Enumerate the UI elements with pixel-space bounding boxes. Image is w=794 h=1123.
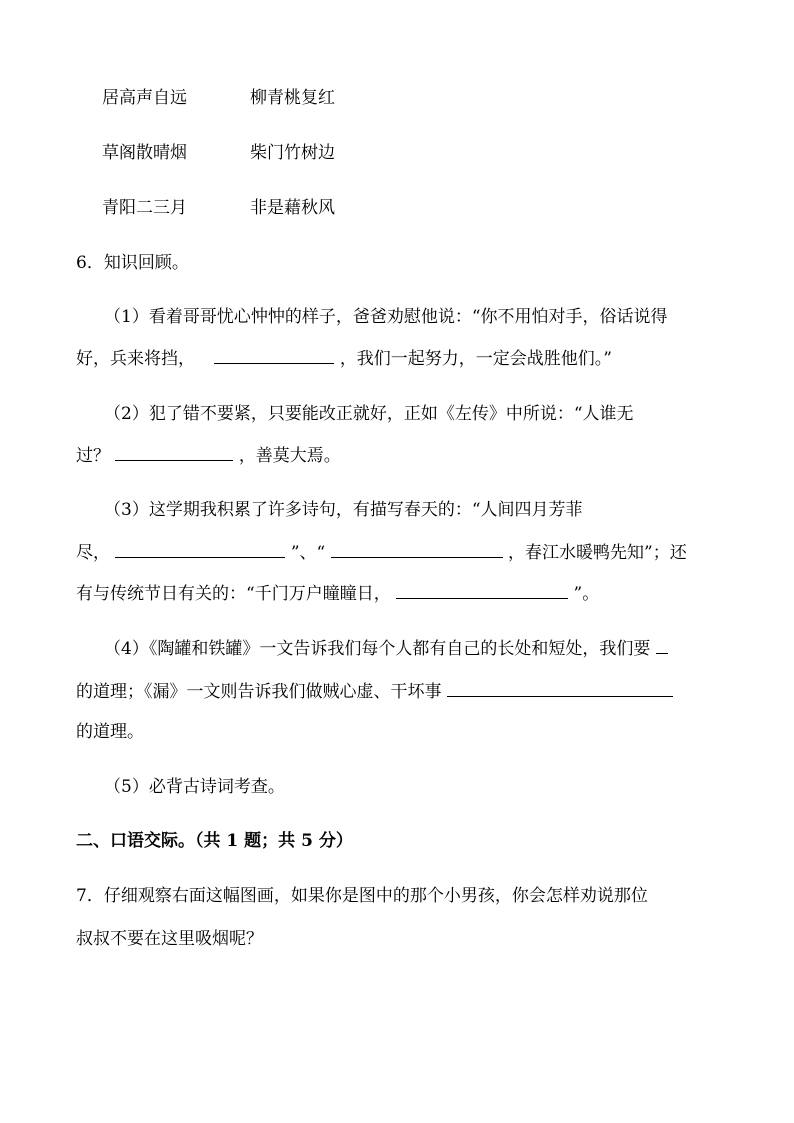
q6-part4-line3: 的道理。 bbox=[76, 722, 144, 742]
q6-part4-line2 bbox=[76, 679, 673, 704]
q6-part2-line2 bbox=[76, 443, 341, 468]
q6-part3-line2 bbox=[76, 540, 687, 565]
pair-1-left: 居高声自远 bbox=[102, 88, 187, 108]
q6-part3-line3 bbox=[76, 581, 599, 606]
pair-3-right: 非是藉秋风 bbox=[250, 198, 335, 218]
answer-blank[interactable] bbox=[447, 679, 673, 697]
answer-blank[interactable] bbox=[214, 346, 334, 364]
q6-part2-line1: （2）犯了错不要紧，只要能改正就好，正如《左传》中所说：“人谁无 bbox=[104, 404, 634, 424]
answer-blank[interactable] bbox=[115, 540, 285, 558]
answer-blank[interactable] bbox=[331, 540, 503, 558]
q6-part4-line1 bbox=[104, 636, 668, 661]
question-7-line2: 叔叔不要在这里吸烟呢？ bbox=[76, 929, 263, 949]
q6-part2-text-b: ，善莫大焉。 bbox=[238, 446, 341, 466]
q6-part1-text-a: 好，兵来将挡， bbox=[76, 349, 195, 369]
q6-part3-text-c: ，春江水暖鸭先知”；还 bbox=[508, 543, 687, 563]
q6-part3-line1: （3）这学期我积累了许多诗句，有描写春天的：“人间四月芳菲 bbox=[104, 500, 583, 520]
pair-1-right: 柳青桃复红 bbox=[250, 88, 335, 108]
answer-blank[interactable] bbox=[396, 581, 568, 599]
q6-part3-text-d: 有与传统节日有关的：“千门万户瞳瞳日， bbox=[76, 584, 391, 604]
q6-part4-text-b: 的道理；《漏》一文则告诉我们做贼心虚、干坏事 bbox=[76, 682, 442, 702]
answer-blank[interactable] bbox=[656, 636, 668, 654]
question-6-title: 6．知识回顾。 bbox=[76, 253, 189, 273]
q6-part1-line1: （1）看着哥哥忧心忡忡的样子，爸爸劝慰他说：“你不用怕对手，俗话说得 bbox=[104, 307, 668, 327]
q6-part5: （5）必背古诗词考查。 bbox=[104, 777, 285, 797]
q6-part3-text-b: ”、“ bbox=[290, 543, 326, 563]
q6-part4-text-a: （4）《陶罐和铁罐》一文告诉我们每个人都有自己的长处和短处，我们要 bbox=[104, 639, 651, 659]
question-7-line1: 7．仔细观察右面这幅图画，如果你是图中的那个小男孩，你会怎样劝说那位 bbox=[76, 886, 648, 906]
section-2-heading: 二、口语交际。（共 1 题；共 5 分） bbox=[76, 831, 353, 851]
q6-part3-text-a: 尽， bbox=[76, 543, 110, 563]
pair-2-left: 草阁散晴烟 bbox=[102, 143, 187, 163]
answer-blank[interactable] bbox=[115, 443, 233, 461]
pair-2-right: 柴门竹树边 bbox=[250, 143, 335, 163]
pair-3-left: 青阳二三月 bbox=[102, 198, 187, 218]
q6-part1-text-b: ，我们一起努力，一定会战胜他们。” bbox=[339, 349, 613, 369]
q6-part1-line2 bbox=[76, 346, 612, 371]
q6-part3-text-e: ”。 bbox=[573, 584, 600, 604]
q6-part2-text-a: 过？ bbox=[76, 446, 110, 466]
